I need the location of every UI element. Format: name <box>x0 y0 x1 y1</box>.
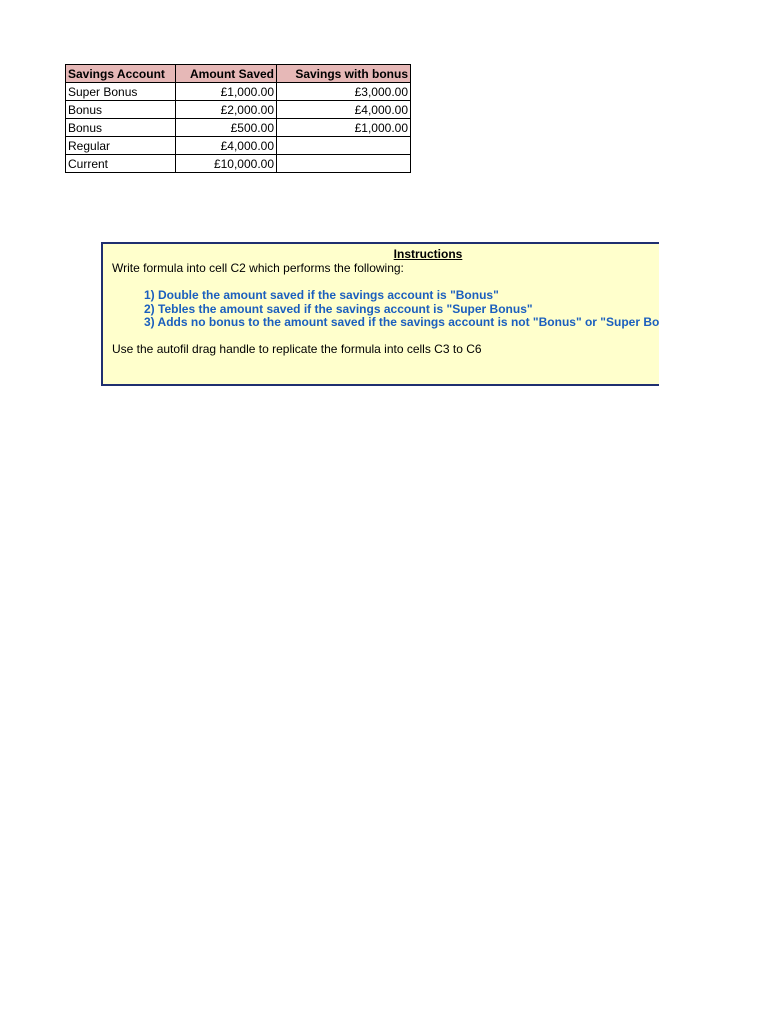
instructions-text-box[interactable] <box>101 242 671 386</box>
cell-amount[interactable]: £1,000.00 <box>176 83 277 101</box>
cell-account[interactable]: Bonus <box>66 101 176 119</box>
cell-bonus[interactable]: £3,000.00 <box>277 83 411 101</box>
cell-account[interactable]: Bonus <box>66 119 176 137</box>
header-amount-saved[interactable]: Amount Saved <box>176 65 277 83</box>
instructions-intro: Write formula into cell C2 which performs the following: <box>112 261 404 275</box>
cell-account[interactable]: Current <box>66 155 176 173</box>
cell-account[interactable]: Regular <box>66 137 176 155</box>
cell-bonus[interactable] <box>277 137 411 155</box>
cell-bonus[interactable]: £1,000.00 <box>277 119 411 137</box>
table-row <box>66 155 411 173</box>
instructions-step: 1) Double the amount saved if the savings account is "Bonus" <box>144 288 499 302</box>
header-savings-account[interactable]: Savings Account <box>66 65 176 83</box>
table-row <box>66 83 411 101</box>
table-row <box>66 101 411 119</box>
cell-amount[interactable]: £500.00 <box>176 119 277 137</box>
cell-amount[interactable]: £10,000.00 <box>176 155 277 173</box>
instructions-step: 2) Tebles the amount saved if the savings account is "Super Bonus" <box>144 301 533 316</box>
page-edge-mask <box>659 230 768 400</box>
instructions-footer: Use the autofil drag handle to replicate the formula into cells C3 to C6 <box>112 342 482 356</box>
instructions-step: 3) Adds no bonus to the amount saved if the savings account is not "Bonus" or "Super Bo <box>144 315 660 329</box>
table-row <box>66 119 411 137</box>
table-row <box>66 137 411 155</box>
header-savings-with-bonus[interactable]: Savings with bonus <box>277 65 411 83</box>
cell-amount[interactable]: £2,000.00 <box>176 101 277 119</box>
cell-account[interactable]: Super Bonus <box>66 83 176 101</box>
cell-amount[interactable]: £4,000.00 <box>176 137 277 155</box>
cell-bonus[interactable]: £4,000.00 <box>277 101 411 119</box>
savings-table <box>65 64 411 173</box>
instructions-title: Instructions <box>393 247 463 261</box>
cell-bonus[interactable] <box>277 155 411 173</box>
header-row <box>66 65 411 83</box>
